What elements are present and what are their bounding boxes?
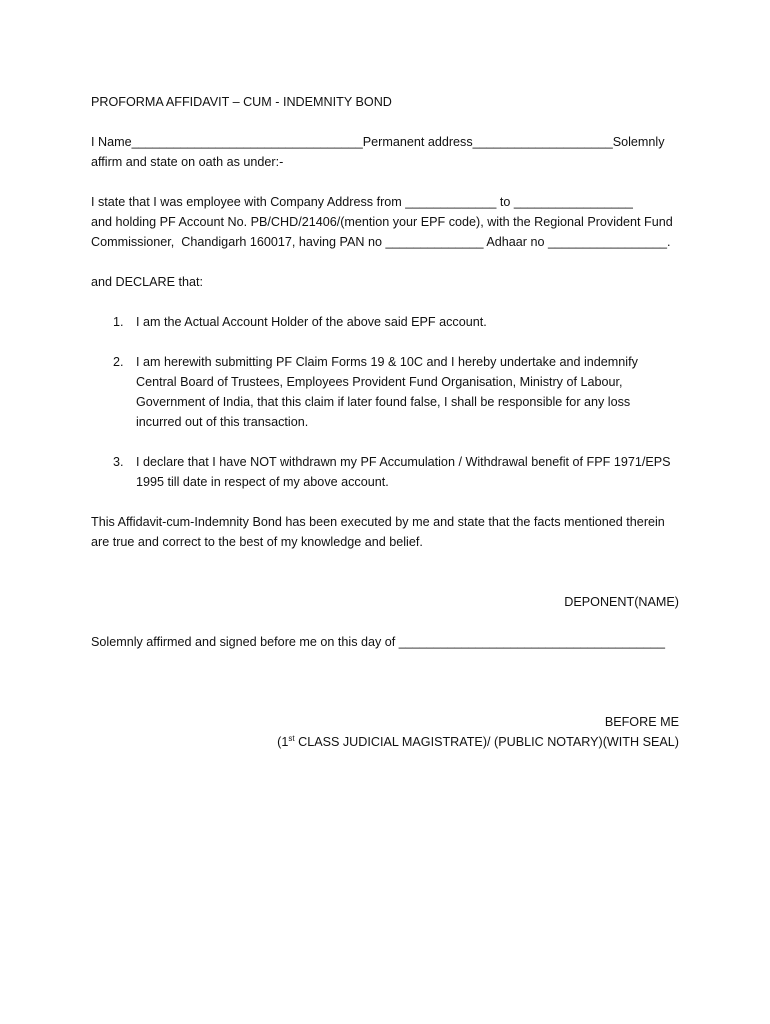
item-1-line-1: I am the Actual Account Holder of the above said EPF account. — [136, 315, 487, 329]
item-number-3: 3. — [113, 455, 124, 469]
magistrate-rest: CLASS JUDICIAL MAGISTRATE)/ (PUBLIC NOTARY)(WITH SEAL) — [294, 735, 679, 749]
closing-line-1: This Affidavit-cum-Indemnity Bond has been executed by me and state that the facts mentioned therein — [91, 515, 665, 529]
item-2-line-4: incurred out of this transaction. — [136, 415, 309, 429]
item-2-line-3: Government of India, that this claim if later found false, I shall be responsible for any loss — [136, 395, 631, 409]
statement-line-3: Commissioner, Chandigarh 160017, having PAN no ______________ Adhaar no _________________. — [91, 235, 671, 249]
statement-line-1: I state that I was employee with Company Address from _____________ to _________________ — [91, 195, 633, 209]
magistrate-ordinal: st — [288, 733, 295, 743]
magistrate-prefix: (1 — [277, 735, 289, 749]
statement-line-2: and holding PF Account No. PB/CHD/21406/(mention your EPF code), with the Regional Provident Fund — [91, 215, 673, 229]
item-2-line-1: I am herewith submitting PF Claim Forms 19 & 10C and I hereby undertake and indemnify — [136, 355, 638, 369]
intro-line-2: affirm and state on oath as under:- — [91, 155, 284, 169]
magistrate-line — [277, 734, 679, 750]
intro-line-1: I Name_________________________________Permanent address____________________Solemnly — [91, 135, 665, 149]
closing-line-2: are true and correct to the best of my knowledge and belief. — [91, 535, 423, 549]
affirmation-line: Solemnly affirmed and signed before me on this day of ______________________________________ — [91, 635, 665, 649]
item-2-line-2: Central Board of Trustees, Employees Provident Fund Organisation, Ministry of Labour, — [136, 375, 623, 389]
document-title: PROFORMA AFFIDAVIT – CUM - INDEMNITY BOND — [91, 95, 392, 109]
deponent-label: DEPONENT(NAME) — [564, 595, 679, 609]
item-number-2: 2. — [113, 355, 124, 369]
item-number-1: 1. — [113, 315, 124, 329]
declare-heading: and DECLARE that: — [91, 275, 204, 289]
item-3-line-2: 1995 till date in respect of my above account. — [136, 475, 389, 489]
item-3-line-1: I declare that I have NOT withdrawn my PF Accumulation / Withdrawal benefit of FPF 1971/EPS — [136, 455, 671, 469]
before-me-label: BEFORE ME — [604, 715, 679, 729]
